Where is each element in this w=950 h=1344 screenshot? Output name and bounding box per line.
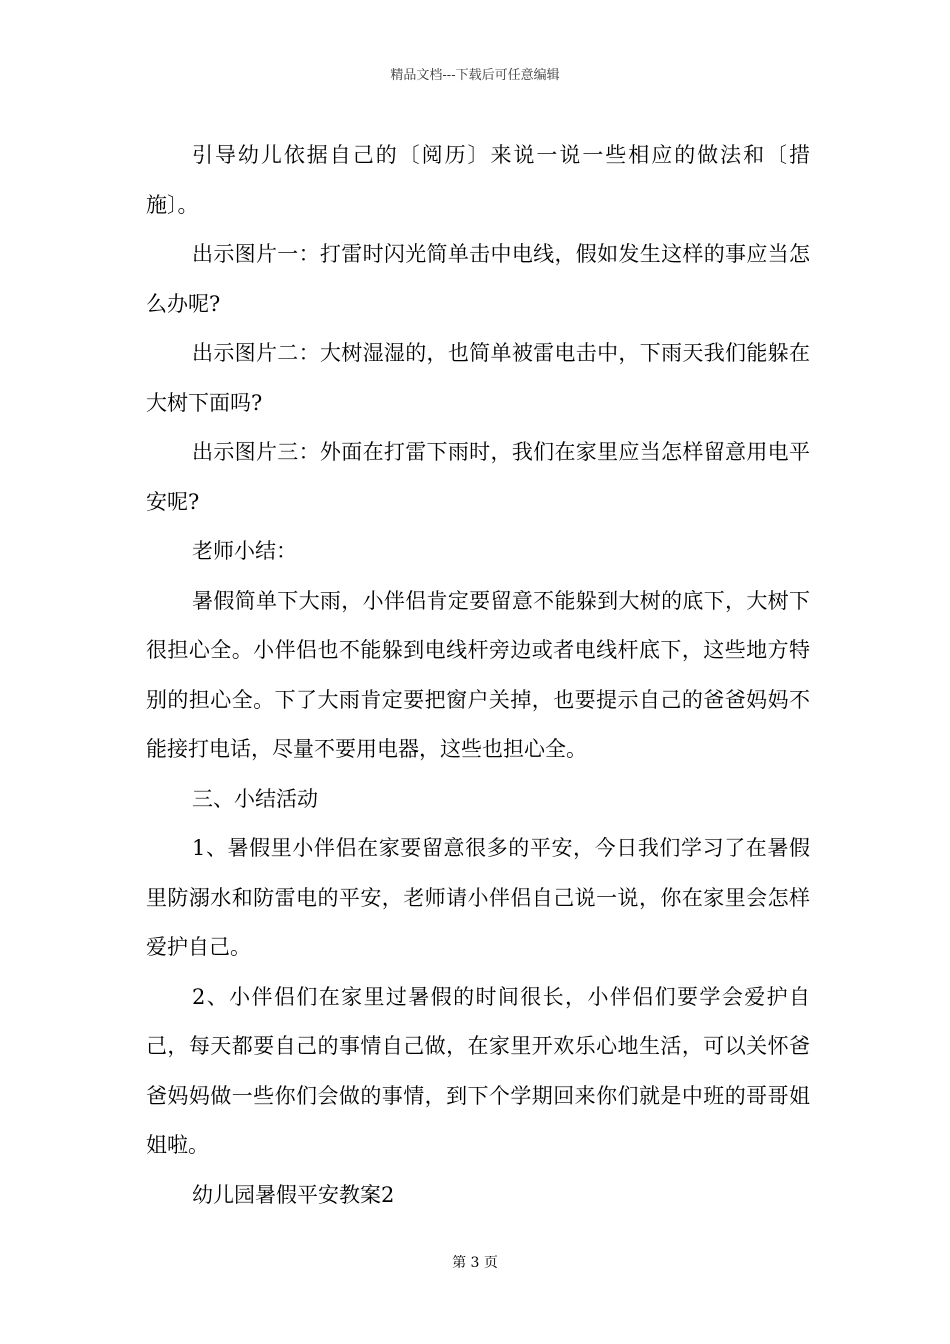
paragraph-teacher-summary-heading: 老师小结： bbox=[192, 539, 297, 563]
page-number: 第 3 页 bbox=[452, 1255, 498, 1271]
page-header: 精品文档---下载后可任意编辑 bbox=[390, 68, 560, 83]
document-body bbox=[146, 131, 810, 1220]
paragraph-picture-three: 出示图片三：外面在打雷下雨时，我们在家里应当怎样留意用电平安呢? bbox=[146, 440, 810, 514]
paragraph-picture-one: 出示图片一：打雷时闪光简单击中电线，假如发生这样的事应当怎么办呢? bbox=[146, 242, 810, 316]
paragraph-picture-two: 出示图片二：大树湿湿的，也简单被雷电击中，下雨天我们能躲在大树下面吗? bbox=[146, 341, 810, 415]
section-heading-summary-activity: 三、小结活动 bbox=[192, 786, 318, 811]
paragraph-guide: 引导幼儿依据自己的〔阅历〕来说一说一些相应的做法和〔措施〕。 bbox=[146, 143, 810, 217]
document-title-next: 幼儿园暑假平安教案2 bbox=[192, 1182, 395, 1207]
paragraph-activity-one: 1、暑假里小伴侣在家要留意很多的平安，今日我们学习了在暑假里防溺水和防雷电的平安，老师请小伴侣自己说一说，你在家里会怎样爱护自己。 bbox=[146, 836, 810, 959]
paragraph-teacher-summary: 暑假简单下大雨，小伴侣肯定要留意不能躲到大树的底下，大树下很担心全。小伴侣也不能躲到电线杆旁边或者电线杆底下，这些地方特别的担心全。下了大雨肯定要把窗户关掉，也要提示自己的爸爸妈妈不能接打电话，尽量不要用电器，这些也担心全。 bbox=[146, 588, 810, 761]
paragraph-activity-two: 2、小伴侣们在家里过暑假的时间很长，小伴侣们要学会爱护自己，每天都要自己的事情自己做，在家里开欢乐心地生活，可以关怀爸爸妈妈做一些你们会做的事情，到下个学期回来你们就是中班的哥哥姐姐啦。 bbox=[146, 984, 810, 1157]
